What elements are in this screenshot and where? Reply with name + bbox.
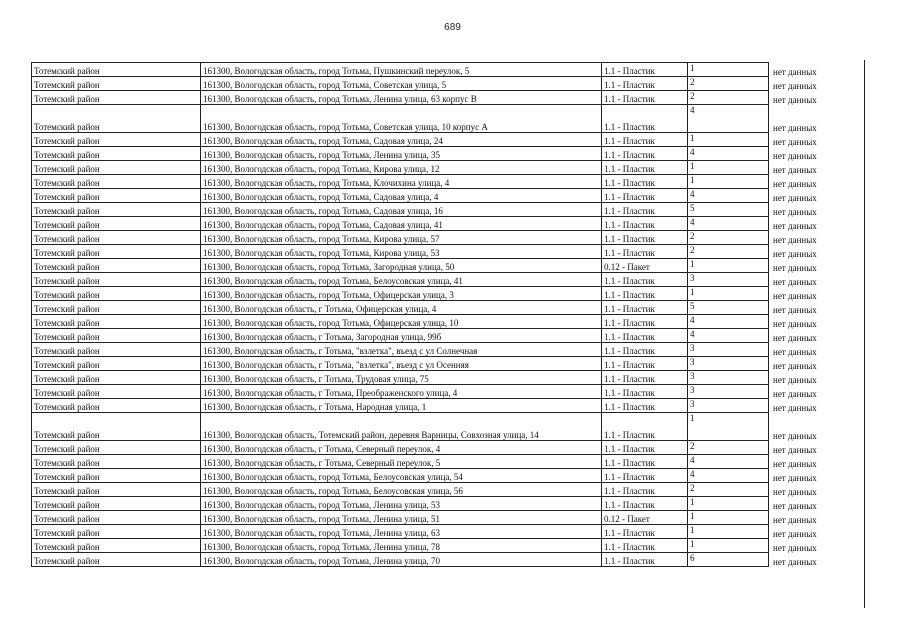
address-cell: 161300, Вологодская область, город Тотьма, Загородная улица, 50 [201, 259, 602, 273]
district-cell: Тотемский район [32, 273, 201, 287]
address-cell: 161300, Вологодская область, город Тотьма, Офицерская улица, 3 [201, 287, 602, 301]
status-cell: нет данных [773, 542, 817, 553]
status-cell: нет данных [773, 248, 817, 259]
table-row [32, 511, 839, 525]
address-cell: 161300, Вологодская область, город Тотьма, Кирова улица, 57 [201, 231, 602, 245]
table-row [32, 441, 839, 455]
district-cell: Тотемский район [32, 175, 201, 189]
district-cell: Тотемский район [32, 483, 201, 497]
address-cell: 161300, Вологодская область, город Тотьма, Ленина улица, 63 [201, 525, 602, 539]
waste-type-cell: 1.1 - Пластик [602, 161, 688, 175]
district-cell: Тотемский район [32, 259, 201, 273]
district-cell: Тотемский район [32, 203, 201, 217]
address-cell: 161300, Вологодская область, город Тотьма, Ленина улица, 70 [201, 553, 602, 567]
address-cell: 161300, Вологодская область, Тотемский район, деревня Варницы, Совхозная улица, 14 [201, 413, 602, 441]
status-cell: нет данных [773, 514, 817, 525]
status-cell: нет данных [773, 66, 817, 77]
address-cell: 161300, Вологодская область, г Тотьма, Преображенского улица, 4 [201, 385, 602, 399]
container-count-cell: 2 [688, 77, 769, 91]
container-count-cell: 1 [688, 511, 769, 525]
status-cell: нет данных [773, 234, 817, 245]
table-row [32, 455, 839, 469]
table-row [32, 329, 839, 343]
container-count-cell: 4 [688, 217, 769, 231]
container-count-cell: 5 [688, 203, 769, 217]
address-cell: 161300, Вологодская область, город Тотьма, Ленина улица, 63 корпус В [201, 91, 602, 105]
district-cell: Тотемский район [32, 357, 201, 371]
container-count-cell: 1 [688, 525, 769, 539]
status-cell: нет данных [773, 164, 817, 175]
waste-type-cell: 1.1 - Пластик [602, 371, 688, 385]
table-row [32, 63, 839, 77]
address-cell: 161300, Вологодская область, город Тотьма, Кирова улица, 53 [201, 245, 602, 259]
address-cell: 161300, Вологодская область, город Тотьма, Ленина улица, 78 [201, 539, 602, 553]
district-cell: Тотемский район [32, 553, 201, 567]
status-cell: нет данных [773, 220, 817, 231]
district-cell: Тотемский район [32, 63, 201, 77]
address-cell: 161300, Вологодская область, город Тотьма, Клочихина улица, 4 [201, 175, 602, 189]
waste-type-cell: 1.1 - Пластик [602, 287, 688, 301]
table-row [32, 273, 839, 287]
district-cell: Тотемский район [32, 371, 201, 385]
waste-type-cell: 1.1 - Пластик [602, 301, 688, 315]
page-number: 689 [444, 22, 461, 33]
container-count-cell: 2 [688, 245, 769, 259]
container-count-cell: 4 [688, 469, 769, 483]
table-row [32, 469, 839, 483]
district-cell: Тотемский район [32, 77, 201, 91]
status-cell: нет данных [773, 346, 817, 357]
district-cell: Тотемский район [32, 287, 201, 301]
table-row [32, 413, 839, 441]
container-count-cell: 3 [688, 371, 769, 385]
table-row [32, 553, 839, 567]
table-row [32, 245, 839, 259]
waste-type-cell: 1.1 - Пластик [602, 231, 688, 245]
table-row [32, 497, 839, 511]
district-cell: Тотемский район [32, 315, 201, 329]
container-count-cell: 1 [688, 259, 769, 273]
container-count-cell: 4 [688, 147, 769, 161]
table-row [32, 161, 839, 175]
container-count-cell: 4 [688, 455, 769, 469]
table-row [32, 385, 839, 399]
status-cell: нет данных [773, 318, 817, 329]
table-row [32, 259, 839, 273]
table-row [32, 147, 839, 161]
address-cell: 161300, Вологодская область, город Тотьма, Ленина улица, 53 [201, 497, 602, 511]
address-cell: 161300, Вологодская область, г Тотьма, "взлетка", въезд с ул Осенняя [201, 357, 602, 371]
status-cell: нет данных [773, 304, 817, 315]
container-count-cell: 2 [688, 441, 769, 455]
container-count-cell: 1 [688, 497, 769, 511]
table-row [32, 175, 839, 189]
container-count-cell: 2 [688, 483, 769, 497]
address-cell: 161300, Вологодская область, город Тотьма, Садовая улица, 4 [201, 189, 602, 203]
address-cell: 161300, Вологодская область, город Тотьма, Советская улица, 10 корпус А [201, 105, 602, 133]
waste-type-cell: 1.1 - Пластик [602, 203, 688, 217]
waste-type-cell: 1.1 - Пластик [602, 455, 688, 469]
waste-type-cell: 1.1 - Пластик [602, 525, 688, 539]
table-body [32, 63, 839, 567]
table-row [32, 301, 839, 315]
district-cell: Тотемский район [32, 301, 201, 315]
district-cell: Тотемский район [32, 539, 201, 553]
container-count-cell: 1 [688, 287, 769, 301]
waste-type-cell: 1.1 - Пластик [602, 273, 688, 287]
waste-type-cell: 1.1 - Пластик [602, 329, 688, 343]
waste-type-cell: 1.1 - Пластик [602, 315, 688, 329]
status-cell: нет данных [773, 80, 817, 91]
status-cell: нет данных [773, 332, 817, 343]
container-count-cell: 1 [688, 133, 769, 147]
address-cell: 161300, Вологодская область, город Тотьма, Офицерская улица, 10 [201, 315, 602, 329]
address-cell: 161300, Вологодская область, город Тотьма, Советская улица, 5 [201, 77, 602, 91]
status-cell: нет данных [773, 528, 817, 539]
waste-type-cell: 1.1 - Пластик [602, 441, 688, 455]
container-count-cell: 1 [688, 175, 769, 189]
status-cell: нет данных [773, 290, 817, 301]
right-margin-rule [864, 60, 865, 608]
table-row [32, 483, 839, 497]
container-count-cell: 1 [688, 539, 769, 553]
district-cell: Тотемский район [32, 105, 201, 133]
container-count-cell: 3 [688, 343, 769, 357]
district-cell: Тотемский район [32, 231, 201, 245]
address-cell: 161300, Вологодская область, г Тотьма, Северный переулок, 4 [201, 441, 602, 455]
table-row [32, 133, 839, 147]
district-cell: Тотемский район [32, 343, 201, 357]
waste-type-cell: 1.1 - Пластик [602, 63, 688, 77]
status-cell: нет данных [773, 388, 817, 399]
district-cell: Тотемский район [32, 91, 201, 105]
table-row [32, 217, 839, 231]
address-cell: 161300, Вологодская область, город Тотьма, Белоусовская улица, 41 [201, 273, 602, 287]
status-cell: нет данных [773, 374, 817, 385]
table-row [32, 371, 839, 385]
district-cell: Тотемский район [32, 385, 201, 399]
table-row [32, 77, 839, 91]
status-cell: нет данных [773, 122, 817, 133]
district-cell: Тотемский район [32, 525, 201, 539]
address-cell: 161300, Вологодская область, город Тотьма, Садовая улица, 24 [201, 133, 602, 147]
status-cell: нет данных [773, 192, 817, 203]
status-cell: нет данных [773, 444, 817, 455]
status-cell: нет данных [773, 486, 817, 497]
waste-type-cell: 1.1 - Пластик [602, 133, 688, 147]
address-cell: 161300, Вологодская область, город Тотьма, Белоусовская улица, 54 [201, 469, 602, 483]
waste-type-cell: 1.1 - Пластик [602, 217, 688, 231]
status-cell: нет данных [773, 276, 817, 287]
status-cell: нет данных [773, 500, 817, 511]
container-count-cell: 2 [688, 231, 769, 245]
address-cell: 161300, Вологодская область, г Тотьма, Офицерская улица, 4 [201, 301, 602, 315]
district-cell: Тотемский район [32, 511, 201, 525]
district-cell: Тотемский район [32, 441, 201, 455]
table-row [32, 343, 839, 357]
waste-type-cell: 1.1 - Пластик [602, 189, 688, 203]
table-row [32, 287, 839, 301]
table-row [32, 91, 839, 105]
status-cell: нет данных [773, 150, 817, 161]
status-cell: нет данных [773, 472, 817, 483]
container-count-cell: 3 [688, 399, 769, 413]
status-cell: нет данных [773, 262, 817, 273]
district-cell: Тотемский район [32, 133, 201, 147]
district-cell: Тотемский район [32, 469, 201, 483]
district-cell: Тотемский район [32, 161, 201, 175]
container-sites-table [31, 62, 839, 567]
address-cell: 161300, Вологодская область, город Тотьма, Ленина улица, 51 [201, 511, 602, 525]
district-cell: Тотемский район [32, 147, 201, 161]
waste-type-cell: 1.1 - Пластик [602, 497, 688, 511]
address-cell: 161300, Вологодская область, город Тотьма, Садовая улица, 16 [201, 203, 602, 217]
table-row [32, 315, 839, 329]
waste-type-cell: 1.1 - Пластик [602, 91, 688, 105]
waste-type-cell: 0.12 - Пакет [602, 511, 688, 525]
table-row [32, 399, 839, 413]
status-cell: нет данных [773, 206, 817, 217]
status-cell: нет данных [773, 360, 817, 371]
waste-type-cell: 1.1 - Пластик [602, 385, 688, 399]
district-cell: Тотемский район [32, 217, 201, 231]
waste-type-cell: 1.1 - Пластик [602, 399, 688, 413]
waste-type-cell: 1.1 - Пластик [602, 413, 688, 441]
container-count-cell: 6 [688, 553, 769, 567]
address-cell: 161300, Вологодская область, город Тотьма, Садовая улица, 41 [201, 217, 602, 231]
waste-type-cell: 1.1 - Пластик [602, 553, 688, 567]
district-cell: Тотемский район [32, 455, 201, 469]
waste-type-cell: 1.1 - Пластик [602, 469, 688, 483]
table-row [32, 105, 839, 133]
waste-type-cell: 1.1 - Пластик [602, 77, 688, 91]
table-row [32, 189, 839, 203]
container-count-cell: 3 [688, 357, 769, 371]
district-cell: Тотемский район [32, 399, 201, 413]
address-cell: 161300, Вологодская область, г Тотьма, Загородная улица, 99б [201, 329, 602, 343]
waste-type-cell: 1.1 - Пластик [602, 539, 688, 553]
address-cell: 161300, Вологодская область, г Тотьма, Народная улица, 1 [201, 399, 602, 413]
waste-type-cell: 1.1 - Пластик [602, 245, 688, 259]
address-cell: 161300, Вологодская область, г Тотьма, "взлетка", въезд с ул Солнечная [201, 343, 602, 357]
status-cell: нет данных [773, 402, 817, 413]
address-cell: 161300, Вологодская область, город Тотьма, Ленина улица, 35 [201, 147, 602, 161]
status-cell: нет данных [773, 136, 817, 147]
status-cell: нет данных [773, 94, 817, 105]
container-count-cell: 1 [688, 161, 769, 175]
district-cell: Тотемский район [32, 189, 201, 203]
status-cell: нет данных [773, 430, 817, 441]
container-count-cell: 1 [688, 63, 769, 77]
address-cell: 161300, Вологодская область, город Тотьма, Белоусовская улица, 56 [201, 483, 602, 497]
container-count-cell: 2 [688, 91, 769, 105]
container-count-cell: 4 [688, 105, 769, 133]
waste-type-cell: 1.1 - Пластик [602, 175, 688, 189]
container-count-cell: 1 [688, 413, 769, 441]
table-row [32, 357, 839, 371]
district-cell: Тотемский район [32, 329, 201, 343]
table-row [32, 231, 839, 245]
status-cell: нет данных [773, 458, 817, 469]
waste-type-cell: 1.1 - Пластик [602, 357, 688, 371]
container-count-cell: 5 [688, 301, 769, 315]
district-cell: Тотемский район [32, 413, 201, 441]
container-count-cell: 3 [688, 273, 769, 287]
container-count-cell: 4 [688, 315, 769, 329]
container-count-cell: 4 [688, 329, 769, 343]
address-cell: 161300, Вологодская область, город Тотьма, Кирова улица, 12 [201, 161, 602, 175]
status-cell: нет данных [773, 178, 817, 189]
district-cell: Тотемский район [32, 497, 201, 511]
waste-type-cell: 1.1 - Пластик [602, 105, 688, 133]
container-count-cell: 3 [688, 385, 769, 399]
address-cell: 161300, Вологодская область, г Тотьма, Трудовая улица, 75 [201, 371, 602, 385]
container-count-cell: 4 [688, 189, 769, 203]
status-cell: нет данных [773, 556, 817, 567]
table-row [32, 203, 839, 217]
waste-type-cell: 0.12 - Пакет [602, 259, 688, 273]
address-cell: 161300, Вологодская область, г Тотьма, Северный переулок, 5 [201, 455, 602, 469]
waste-type-cell: 1.1 - Пластик [602, 343, 688, 357]
waste-type-cell: 1.1 - Пластик [602, 483, 688, 497]
district-cell: Тотемский район [32, 245, 201, 259]
table-row [32, 539, 839, 553]
address-cell: 161300, Вологодская область, город Тотьма, Пушкинский переулок, 5 [201, 63, 602, 77]
table-row [32, 525, 839, 539]
waste-type-cell: 1.1 - Пластик [602, 147, 688, 161]
